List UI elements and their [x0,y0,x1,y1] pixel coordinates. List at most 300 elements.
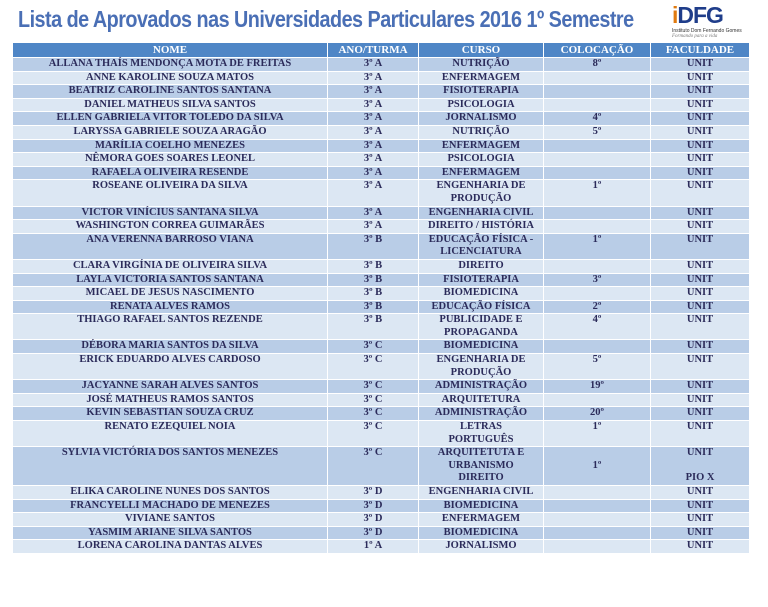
cell-colocacao [544,540,651,554]
cell-faculdade [651,206,750,220]
column-header-faculdade: FACULDADE [651,43,750,58]
cell-colocacao [544,447,651,486]
cell-ano-turma [328,273,419,287]
cell-faculdade [651,259,750,273]
cell-faculdade [651,354,750,380]
faculty: UNIT [686,300,714,312]
placement-extra: 1º [592,459,602,471]
cell-curso [419,486,544,500]
cell-curso [419,71,544,85]
placement: 4º [592,314,602,326]
cell-colocacao [544,259,651,273]
cell-nome [13,220,328,234]
course-name: BIOMEDICINA [443,526,519,538]
table-row [13,513,750,527]
cell-curso [419,139,544,153]
cell-ano-turma [328,540,419,554]
table-row [13,273,750,287]
course-name: NUTRIÇÃO [452,58,510,69]
cell-curso [419,233,544,259]
student-class: 3º A [363,112,383,124]
table-row [13,98,750,112]
student-class: 3º B [363,314,383,326]
table-row [13,447,750,486]
cell-nome [13,421,328,447]
student-name: DANIEL MATHEUS SILVA SANTOS [84,98,256,110]
cell-curso [419,407,544,421]
student-class: 3º C [363,393,383,405]
student-class: 3º D [363,526,383,538]
cell-faculdade [651,112,750,126]
table-row [13,393,750,407]
course-name-line2: LICENCIATURA [440,246,522,258]
placement: 3º [592,273,602,285]
faculty: UNIT [686,540,714,552]
table-row [13,153,750,167]
student-class: 3º A [363,58,383,69]
cell-faculdade [651,421,750,447]
cell-faculdade [651,314,750,340]
course-name: BIOMEDICINA [443,340,519,352]
cell-curso [419,526,544,540]
cell-colocacao [544,380,651,394]
student-class: 3º C [363,407,383,419]
cell-nome [13,447,328,486]
cell-faculdade [651,526,750,540]
faculty: UNIT [686,112,714,124]
placement: 5º [592,354,602,366]
student-name: CLARA VIRGÍNIA DE OLIVEIRA SILVA [72,259,268,271]
cell-colocacao [544,206,651,220]
cell-faculdade [651,486,750,500]
cell-ano-turma [328,58,419,72]
cell-ano-turma [328,513,419,527]
cell-colocacao [544,273,651,287]
cell-curso [419,58,544,72]
cell-faculdade [651,273,750,287]
logo-mark-rest: DFG [677,2,723,28]
cell-curso [419,513,544,527]
cell-ano-turma [328,300,419,314]
table-row [13,421,750,447]
cell-ano-turma [328,287,419,301]
cell-nome [13,273,328,287]
placement: 2º [592,300,602,312]
faculty: UNIT [686,421,714,433]
cell-colocacao [544,220,651,234]
cell-ano-turma [328,220,419,234]
table-row [13,259,750,273]
placement: 8º [592,58,602,69]
faculty: UNIT [686,220,714,232]
student-class: 3º B [363,259,383,271]
cell-nome [13,98,328,112]
student-class: 3º A [363,153,383,165]
student-class: 3º C [363,340,383,352]
student-name: VICTOR VINÍCIUS SANTANA SILVA [81,206,259,218]
cell-nome [13,499,328,513]
cell-nome [13,259,328,273]
student-name: DÉBORA MARIA SANTOS DA SILVA [81,340,259,352]
course-name: DIREITO [458,259,504,271]
student-class: 3º A [363,206,383,218]
cell-colocacao [544,98,651,112]
table-row [13,380,750,394]
cell-ano-turma [328,153,419,167]
cell-faculdade [651,540,750,554]
cell-nome [13,354,328,380]
cell-nome [13,300,328,314]
cell-colocacao [544,112,651,126]
faculty: UNIT [686,393,714,405]
student-class: 3º B [363,233,383,245]
cell-colocacao [544,58,651,72]
cell-ano-turma [328,98,419,112]
column-header-nome: NOME [13,43,328,58]
cell-curso [419,287,544,301]
table-row [13,287,750,301]
table-row [13,166,750,180]
cell-ano-turma [328,380,419,394]
student-class: 3º D [363,499,383,511]
faculty: UNIT [686,259,714,271]
cell-faculdade [651,58,750,72]
idfg-logo [672,2,750,42]
cell-colocacao [544,180,651,206]
cell-curso [419,273,544,287]
student-class: 3º A [363,85,383,97]
cell-colocacao [544,300,651,314]
cell-ano-turma [328,166,419,180]
table-row [13,125,750,139]
cell-faculdade [651,166,750,180]
cell-ano-turma [328,340,419,354]
student-class: 3º B [363,287,383,299]
course-name-line2: PROPAGANDA [444,326,518,338]
cell-curso [419,98,544,112]
cell-nome [13,166,328,180]
cell-faculdade [651,287,750,301]
cell-nome [13,380,328,394]
logo-mark-i: i [672,2,678,28]
course-name: JORNALISMO [445,112,517,124]
faculty: UNIT [686,407,714,419]
column-header-curso: CURSO [419,43,544,58]
cell-nome [13,486,328,500]
cell-faculdade [651,125,750,139]
cell-ano-turma [328,259,419,273]
cell-ano-turma [328,447,419,486]
cell-nome [13,58,328,72]
cell-colocacao [544,340,651,354]
student-class: 3º C [363,447,383,459]
cell-colocacao [544,125,651,139]
faculty: UNIT [686,380,714,392]
placement: 19º [590,380,604,392]
cell-nome [13,540,328,554]
student-name: NÊMORA GOES SOARES LEONEL [84,153,256,165]
faculty: UNIT [686,85,714,97]
student-name: YASMIM ARIANE SILVA SANTOS [88,526,252,538]
cell-curso [419,125,544,139]
student-class: 3º C [363,354,383,366]
student-name: WASHINGTON CORREA GUIMARÃES [75,220,265,232]
table-row [13,499,750,513]
faculty: UNIT [686,354,714,366]
cell-faculdade [651,153,750,167]
student-name: FRANCYELLI MACHADO DE MENEZES [70,499,270,511]
student-class: 1º A [363,540,383,552]
student-name: MICAEL DE JESUS NASCIMENTO [85,287,255,299]
table-row [13,300,750,314]
approved-students-table [12,42,750,554]
cell-ano-turma [328,125,419,139]
student-class: 3º A [363,139,383,151]
student-name: SYLVIA VICTÓRIA DOS SANTOS MENEZES [61,447,279,459]
table-row [13,486,750,500]
course-name: LETRAS [459,421,502,433]
table-row [13,526,750,540]
course-name: ENFERMAGEM [441,166,521,178]
course-name: ENGENHARIA DE [436,180,526,192]
cell-faculdade [651,71,750,85]
cell-faculdade [651,393,750,407]
cell-ano-turma [328,526,419,540]
table-row [13,58,750,72]
table-row [13,314,750,340]
cell-nome [13,314,328,340]
cell-colocacao [544,139,651,153]
cell-curso [419,259,544,273]
faculty: UNIT [686,340,714,352]
student-class: 3º A [363,125,383,137]
course-name: ENFERMAGEM [441,513,521,525]
logo-mark [672,2,750,28]
table-row [13,340,750,354]
cell-curso [419,314,544,340]
cell-colocacao [544,314,651,340]
faculty: UNIT [686,287,714,299]
cell-colocacao [544,421,651,447]
faculty: UNIT [686,499,714,511]
faculty: UNIT [686,206,714,218]
table-row [13,71,750,85]
faculty: UNIT [686,273,714,285]
cell-nome [13,513,328,527]
student-class: 3º A [363,180,383,192]
course-name: PSICOLOGIA [447,153,515,165]
placement: 20º [590,407,604,419]
faculty: UNIT [686,486,714,497]
cell-ano-turma [328,85,419,99]
student-name: ERICK EDUARDO ALVES CARDOSO [79,354,261,366]
cell-faculdade [651,220,750,234]
student-name: JACYANNE SARAH ALVES SANTOS [81,380,259,392]
table-row [13,354,750,380]
cell-faculdade [651,340,750,354]
cell-nome [13,393,328,407]
cell-faculdade [651,447,750,486]
faculty: UNIT [686,233,714,245]
cell-nome [13,85,328,99]
table-header-row [13,43,750,58]
faculty: UNIT [686,180,714,192]
cell-ano-turma [328,499,419,513]
course-name: PUBLICIDADE E [439,314,523,326]
faculty: UNIT [686,447,714,459]
course-name: ARQUITETUTA E [437,447,525,459]
cell-nome [13,287,328,301]
table-row [13,220,750,234]
cell-nome [13,153,328,167]
cell-curso [419,340,544,354]
course-name-line2: PORTUGUÊS [448,433,514,445]
faculty: UNIT [686,166,714,178]
cell-faculdade [651,300,750,314]
student-class: 3º C [363,380,383,392]
cell-faculdade [651,85,750,99]
cell-colocacao [544,71,651,85]
cell-nome [13,407,328,421]
cell-ano-turma [328,421,419,447]
course-name: FISIOTERAPIA [443,85,519,97]
student-name: ANNE KAROLINE SOUZA MATOS [86,71,254,83]
cell-faculdade [651,233,750,259]
cell-ano-turma [328,314,419,340]
course-name: ENFERMAGEM [441,139,521,151]
cell-faculdade [651,139,750,153]
cell-faculdade [651,380,750,394]
cell-nome [13,526,328,540]
cell-curso [419,166,544,180]
course-name: ARQUITETURA [441,393,521,405]
course-name: EDUCAÇÃO FÍSICA [431,300,531,312]
course-name: DIREITO / HISTÓRIA [427,220,534,232]
student-class: 3º C [363,421,383,433]
cell-colocacao [544,407,651,421]
cell-nome [13,206,328,220]
student-name: RENATO EZEQUIEL NOIA [104,421,236,433]
student-class: 3º A [363,166,383,178]
cell-faculdade [651,98,750,112]
logo-tagline: Formando para a vida [672,34,718,39]
cell-curso [419,421,544,447]
cell-colocacao [544,233,651,259]
faculty: UNIT [686,153,714,165]
cell-colocacao [544,153,651,167]
faculty-spacer [653,460,747,473]
cell-nome [13,233,328,259]
cell-ano-turma [328,486,419,500]
course-name: EDUCAÇÃO FÍSICA - [428,233,534,245]
faculty: UNIT [686,71,714,83]
student-name: RAFAELA OLIVEIRA RESENDE [91,166,249,178]
placement: 5º [592,125,602,137]
cell-colocacao [544,499,651,513]
cell-colocacao [544,486,651,500]
course-name-line2: URBANISMO [448,459,514,471]
table-row [13,206,750,220]
course-name: ADMINISTRAÇÃO [434,407,528,419]
cell-curso [419,206,544,220]
cell-curso [419,540,544,554]
cell-nome [13,180,328,206]
cell-curso [419,112,544,126]
cell-nome [13,340,328,354]
column-header-ano-turma: ANO/TURMA [328,43,419,58]
cell-curso [419,153,544,167]
cell-colocacao [544,287,651,301]
student-name: ELLEN GABRIELA VITOR TOLEDO DA SILVA [56,112,284,124]
course-name: BIOMEDICINA [443,287,519,299]
faculty-extra: PIO X [685,472,715,484]
student-name: THIAGO RAFAEL SANTOS REZENDE [77,314,263,326]
cell-ano-turma [328,407,419,421]
student-name: KEVIN SEBASTIAN SOUZA CRUZ [86,407,254,419]
student-class: 3º D [363,486,383,497]
cell-curso [419,499,544,513]
faculty: UNIT [686,314,714,326]
course-name: PSICOLOGIA [447,98,515,110]
placement: 1º [592,421,602,433]
course-name: JORNALISMO [445,540,517,552]
cell-nome [13,125,328,139]
student-name: VIVIANE SANTOS [125,513,215,525]
student-name: JOSÉ MATHEUS RAMOS SANTOS [86,393,254,405]
cell-curso [419,180,544,206]
student-name: ANA VERENNA BARROSO VIANA [86,233,254,245]
course-name: ENGENHARIA CIVIL [428,206,534,218]
table-row [13,180,750,206]
cell-curso [419,220,544,234]
cell-faculdade [651,499,750,513]
cell-ano-turma [328,139,419,153]
faculty: UNIT [686,58,714,69]
cell-curso [419,380,544,394]
table-row [13,139,750,153]
student-name: LARYSSA GABRIELE SOUZA ARAGÃO [73,125,267,137]
table-row [13,540,750,554]
table-row [13,85,750,99]
cell-curso [419,354,544,380]
cell-faculdade [651,513,750,527]
table-row [13,407,750,421]
cell-faculdade [651,407,750,421]
cell-ano-turma [328,112,419,126]
faculty: UNIT [686,139,714,151]
cell-ano-turma [328,393,419,407]
cell-colocacao [544,354,651,380]
table-row [13,112,750,126]
cell-ano-turma [328,206,419,220]
student-class: 3º A [363,98,383,110]
student-class: 3º B [363,300,383,312]
column-header-colocacao: COLOCAÇÃO [544,43,651,58]
cell-ano-turma [328,233,419,259]
faculty: UNIT [686,125,714,137]
student-name: BEATRIZ CAROLINE SANTOS SANTANA [68,85,272,97]
cell-ano-turma [328,354,419,380]
cell-colocacao [544,393,651,407]
student-class: 3º A [363,220,383,232]
cell-curso [419,85,544,99]
cell-ano-turma [328,71,419,85]
course-name: ENFERMAGEM [441,71,521,83]
course-name-line2: PRODUÇÃO [450,192,512,204]
cell-colocacao [544,513,651,527]
course-name-extra: DIREITO [458,472,504,484]
placement: 1º [592,180,602,192]
